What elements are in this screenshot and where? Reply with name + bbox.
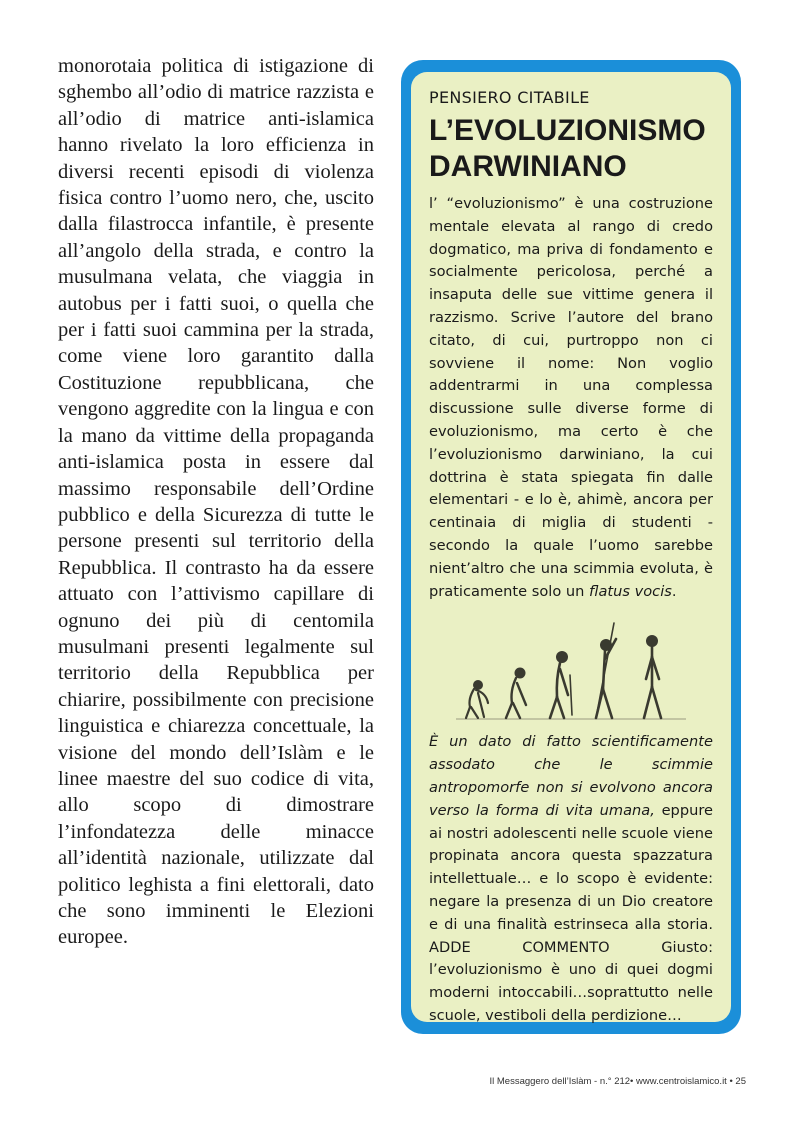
- sidebar-body-end: .: [671, 582, 677, 600]
- evolution-march-icon: [456, 615, 686, 725]
- sidebar-quote-text: eppure ai nostri adolescenti nelle scuole viene propinata ancora questa spazzatura intellettuale… e lo scopo è evidente: negare la presenza di un Dio creatore e di una finalità estrinseca alla storia. ADDE COMMENTO Giusto: l’evoluzionismo è uno di quei dogmi moderni intoccabili…soprattutto nelle scuole, vestiboli della perdizione…: [429, 801, 713, 1024]
- sidebar-title-line1: L’EVOLUZIONISMO: [429, 114, 706, 147]
- sidebar-body: [429, 193, 713, 603]
- sidebar-kicker: PENSIERO CITABILE: [429, 88, 590, 107]
- quote-sidebar-panel: [411, 72, 731, 1022]
- quote-sidebar-frame: [401, 60, 741, 1034]
- sidebar-body-italic: flatus vocis: [589, 582, 672, 600]
- page-footer: Il Messaggero dell’Islàm - n.° 212• www.centroislamico.it • 25: [489, 1076, 746, 1087]
- article-column: [58, 53, 374, 951]
- sidebar-quote: [429, 731, 713, 1027]
- sidebar-title: [429, 113, 713, 185]
- evolution-figure: [429, 607, 713, 725]
- article-text: monorotaia politica di istigazione di sghembo all’odio di matrice razzista e all’odio di matrice anti-islamica hanno rivelato la loro efficienza in diversi recenti episodi di violenza fisica contro l’uomo nero, che, uscito dalla filastrocca infantile, è presente all’angolo della strada, e contro la musulmana velata, che viaggia in autobus per i fatti suoi, o quella che per i fatti suoi cammina per la strada, come viene loro garantito dalla Costituzione repubblicana, che vengono aggredite con la lingua e con la mano da vittime della propaganda anti-islamica posta in essere dal massimo responsabile dell’Ordine pubblico e della Sicurezza di tutte le persone presenti sul territorio della Repubblica. Il contrasto ha da essere attuato con l’attivismo capillare di ognuno dei più di centomila musulmani presenti legalmente sul territorio della Repubblica per chiarire, possibilmente con precisione linguistica e chiarezza concettuale, la visione del mondo dell’Islàm e le linee maestre del suo codice di vita, allo scopo di dimostrare l’infondatezza delle minacce all’identità nazionale, utilizzate dal politico leghista a fini elettorali, dato che sono imminenti le Elezioni europee.: [58, 55, 374, 949]
- sidebar-body-text: l’ “evoluzionismo” è una costruzione mentale elevata al rango di credo dogmatico, ma priva di fondamento e socialmente pericolosa, perché a insaputa delle sue vittime genera il razzismo. Scrive l’autore del brano citato, di cui, purtroppo non ci sovviene il nome: Non voglio addentrarmi in una complessa discussione sulle diverse forme di evoluzionismo, ma certo è che l’evoluzionismo darwiniano, la cui dottrina è stata spiegata fin dalle elementari - e lo è, ahimè, ancora per centinaia di miglia di studenti - secondo la quale l’uomo sarebbe nient’altro che una scimmia evoluta, è praticamente solo un: [429, 195, 713, 600]
- sidebar-title-line2: DARWINIANO: [429, 150, 627, 183]
- sidebar-quote-italic: È un dato di fatto scientificamente assodato che le scimmie antropomorfe non si evolvono ancora verso la forma di vita umana,: [429, 733, 713, 819]
